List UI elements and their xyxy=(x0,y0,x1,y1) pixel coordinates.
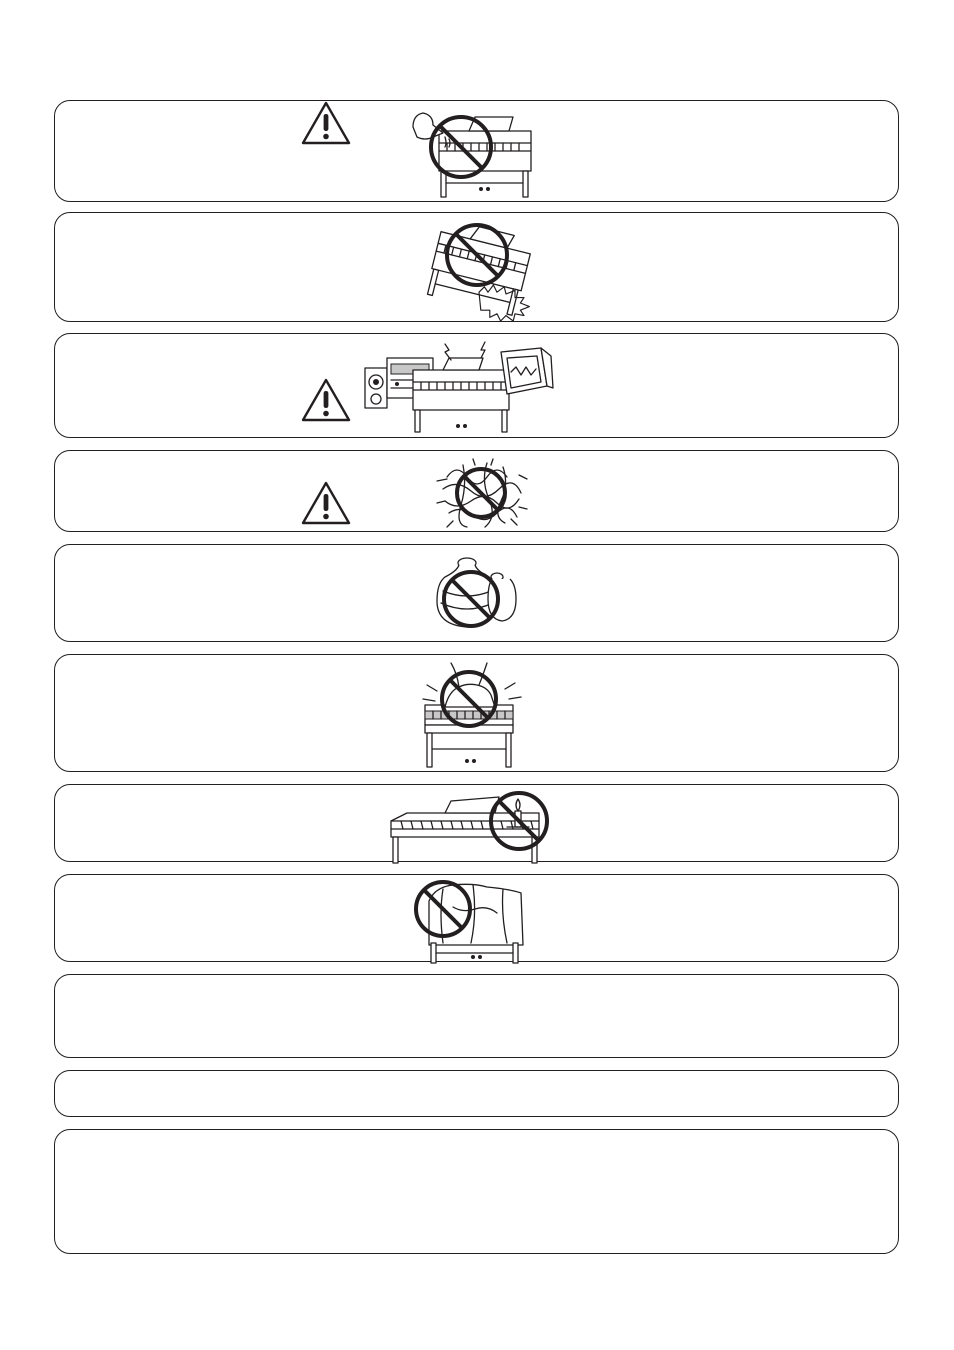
warning-panel-2 xyxy=(54,212,899,322)
electrical-interference-icon xyxy=(363,338,553,434)
warning-panel-5 xyxy=(54,544,899,642)
info-panel-9 xyxy=(54,974,899,1058)
warning-panel-6 xyxy=(54,654,899,772)
no-excessive-force-on-keys-icon xyxy=(421,661,531,769)
info-panel-10 xyxy=(54,1070,899,1117)
warning-panel-7 xyxy=(54,784,899,862)
warning-triangle-icon xyxy=(301,481,351,525)
no-tipping-piano-icon xyxy=(405,219,555,315)
no-liquid-on-piano-icon xyxy=(409,107,539,201)
warning-panel-4 xyxy=(54,450,899,532)
info-panel-11 xyxy=(54,1129,899,1254)
warning-triangle-icon xyxy=(301,378,351,422)
warning-panel-3 xyxy=(54,333,899,438)
no-vase-on-piano-icon xyxy=(437,551,527,637)
warning-triangle-icon xyxy=(301,101,351,145)
warning-panel-1 xyxy=(54,100,899,202)
no-covering-vents-icon xyxy=(413,879,531,965)
warning-panel-8 xyxy=(54,874,899,962)
no-tangled-cords-icon xyxy=(433,457,529,529)
no-open-flame-on-piano-icon xyxy=(389,791,557,863)
